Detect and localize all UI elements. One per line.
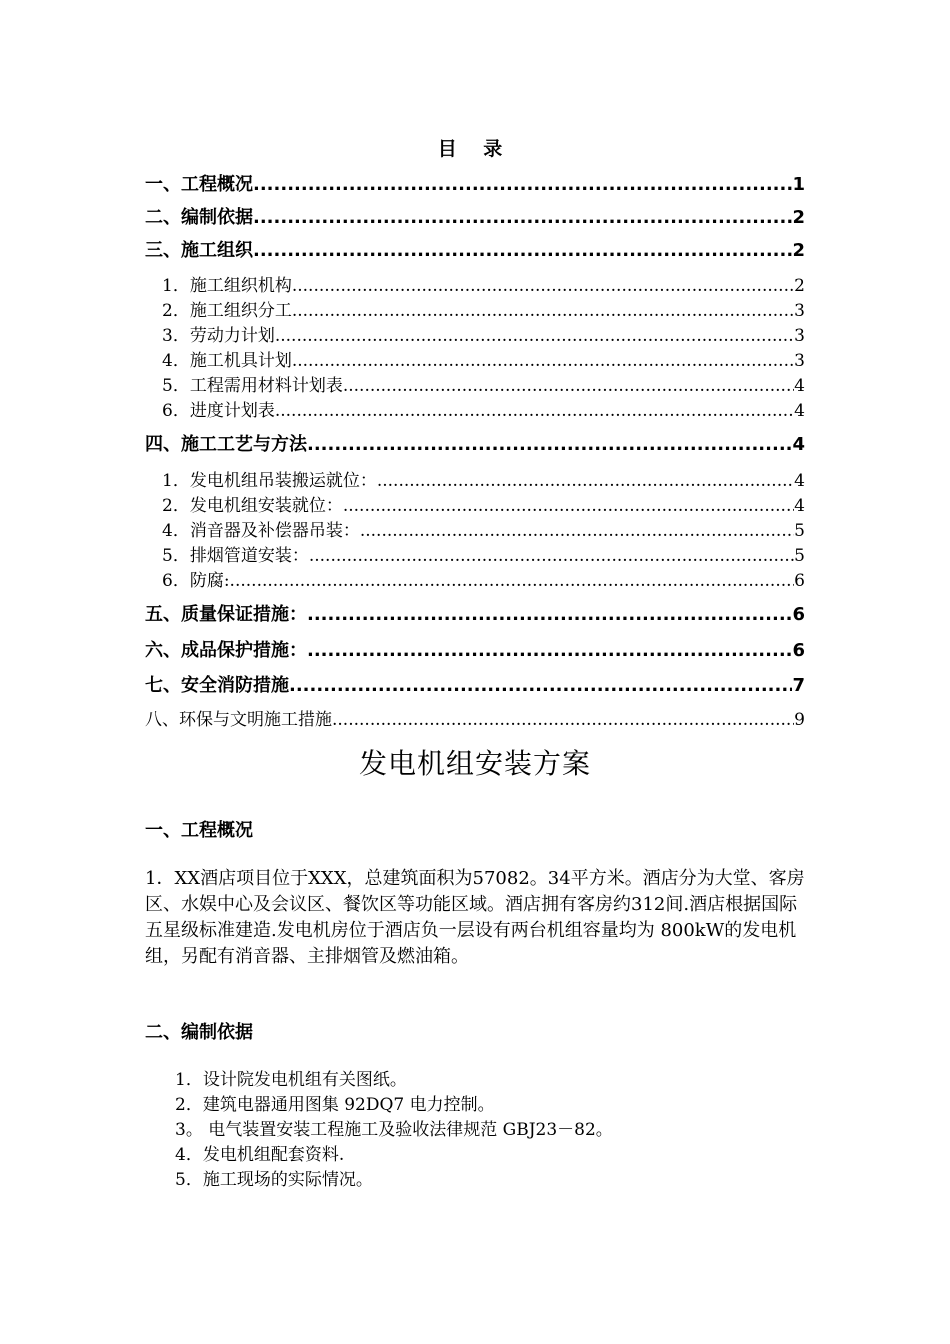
toc-entry-page: 4 [794, 401, 805, 421]
toc-entry-page: 9 [794, 710, 805, 730]
section-heading: 二、编制依据 [145, 1022, 253, 1043]
toc-entry[interactable] [145, 671, 805, 697]
toc-entry-page: 4 [794, 376, 805, 396]
toc-entry-page: 6 [792, 640, 805, 661]
toc-entry[interactable] [145, 396, 805, 421]
toc-entry[interactable] [145, 636, 805, 662]
toc-entry-label: 4．消音器及补偿器吊装： [162, 521, 360, 541]
toc-entry[interactable] [145, 170, 805, 196]
toc-entry-page: 2 [792, 240, 805, 261]
toc-entry-page: 6 [794, 571, 805, 591]
toc-entry-label: 三、施工组织 [145, 240, 253, 261]
toc-entry-page: 5 [794, 521, 805, 541]
list-item: 5．施工现场的实际情况。 [175, 1170, 373, 1190]
toc-entry-label: 3．劳动力计划 [162, 326, 275, 346]
list-item: 4．发电机组配套资料. [175, 1145, 345, 1165]
toc-entry-label: 6．进度计划表 [162, 401, 275, 421]
toc-entry-label: 一、工程概况 [145, 174, 253, 195]
toc-entry[interactable] [145, 705, 805, 730]
toc-entry-label: 4．施工机具计划 [162, 351, 292, 371]
toc-entry-label: 二、编制依据 [145, 207, 253, 228]
toc-entry[interactable] [145, 296, 805, 321]
toc-entry-label: 6．防腐: [162, 571, 230, 591]
list-item: 1．设计院发电机组有关图纸。 [175, 1070, 407, 1090]
toc-entry-page: 3 [794, 301, 805, 321]
document-title: 发电机组安装方案 [358, 747, 591, 780]
toc-entry[interactable] [145, 541, 805, 566]
toc-entry-label: 1．发电机组吊装搬运就位： [162, 471, 377, 491]
toc-title: 目 录 [437, 138, 513, 160]
toc-entry-page: 4 [794, 496, 805, 516]
toc-entry[interactable] [145, 371, 805, 396]
toc-entry[interactable] [145, 466, 805, 491]
toc-entry-label: 七、安全消防措施 [145, 675, 289, 696]
toc-entry-label: 五、质量保证措施： [145, 604, 307, 625]
toc-entry[interactable] [145, 346, 805, 371]
toc-entry-page: 1 [792, 174, 805, 195]
list-item: 2．建筑电器通用图集 92DQ7 电力控制。 [175, 1095, 495, 1115]
toc-entry-page: 5 [794, 546, 805, 566]
toc-entry-page: 7 [792, 675, 805, 696]
list-item: 3。 电气装置安装工程施工及验收法律规范 GBJ23－82。 [175, 1120, 613, 1140]
toc-entry-label: 2．施工组织分工 [162, 301, 292, 321]
toc-entry-label: 八、环保与文明施工措施 [145, 710, 332, 730]
toc-entry-page: 4 [794, 471, 805, 491]
toc-entry-label: 5．排烟管道安装： [162, 546, 309, 566]
toc-entry[interactable] [145, 491, 805, 516]
toc-entry-label: 1．施工组织机构 [162, 276, 292, 296]
project-overview-paragraph: 1．XX酒店项目位于XXX，总建筑面积为57082。34平方米。酒店分为大堂、客房区、水娱中心及会议区、餐饮区等功能区域。酒店拥有客房约312间.酒店根据国际五星级标准建造.发电机房位于酒店负一层设有两台机组容量均为 800kW的发电机组，另配有消音器、主排烟管及燃油箱。 [145, 868, 805, 967]
toc-entry[interactable] [145, 566, 805, 591]
toc-entry-page: 3 [794, 351, 805, 371]
toc-entry[interactable] [145, 271, 805, 296]
toc-entry-page: 2 [794, 276, 805, 296]
section-heading: 一、工程概况 [145, 820, 253, 841]
basis-list [175, 1068, 795, 1193]
toc-entry[interactable] [145, 600, 805, 626]
toc-entry-label: 5．工程需用材料计划表 [162, 376, 343, 396]
toc-entry-label: 四、施工工艺与方法 [145, 434, 307, 455]
toc-entry-label: 六、成品保护措施： [145, 640, 307, 661]
toc-entry[interactable] [145, 203, 805, 229]
toc-entry-page: 2 [792, 207, 805, 228]
toc-entry-page: 3 [794, 326, 805, 346]
toc-entry-label: 2．发电机组安装就位： [162, 496, 343, 516]
toc-entry-page: 4 [792, 434, 805, 455]
toc-entry[interactable] [145, 321, 805, 346]
toc-entry[interactable] [145, 516, 805, 541]
toc-entry-page: 6 [792, 604, 805, 625]
toc-entry[interactable] [145, 236, 805, 262]
toc-entry[interactable] [145, 430, 805, 456]
